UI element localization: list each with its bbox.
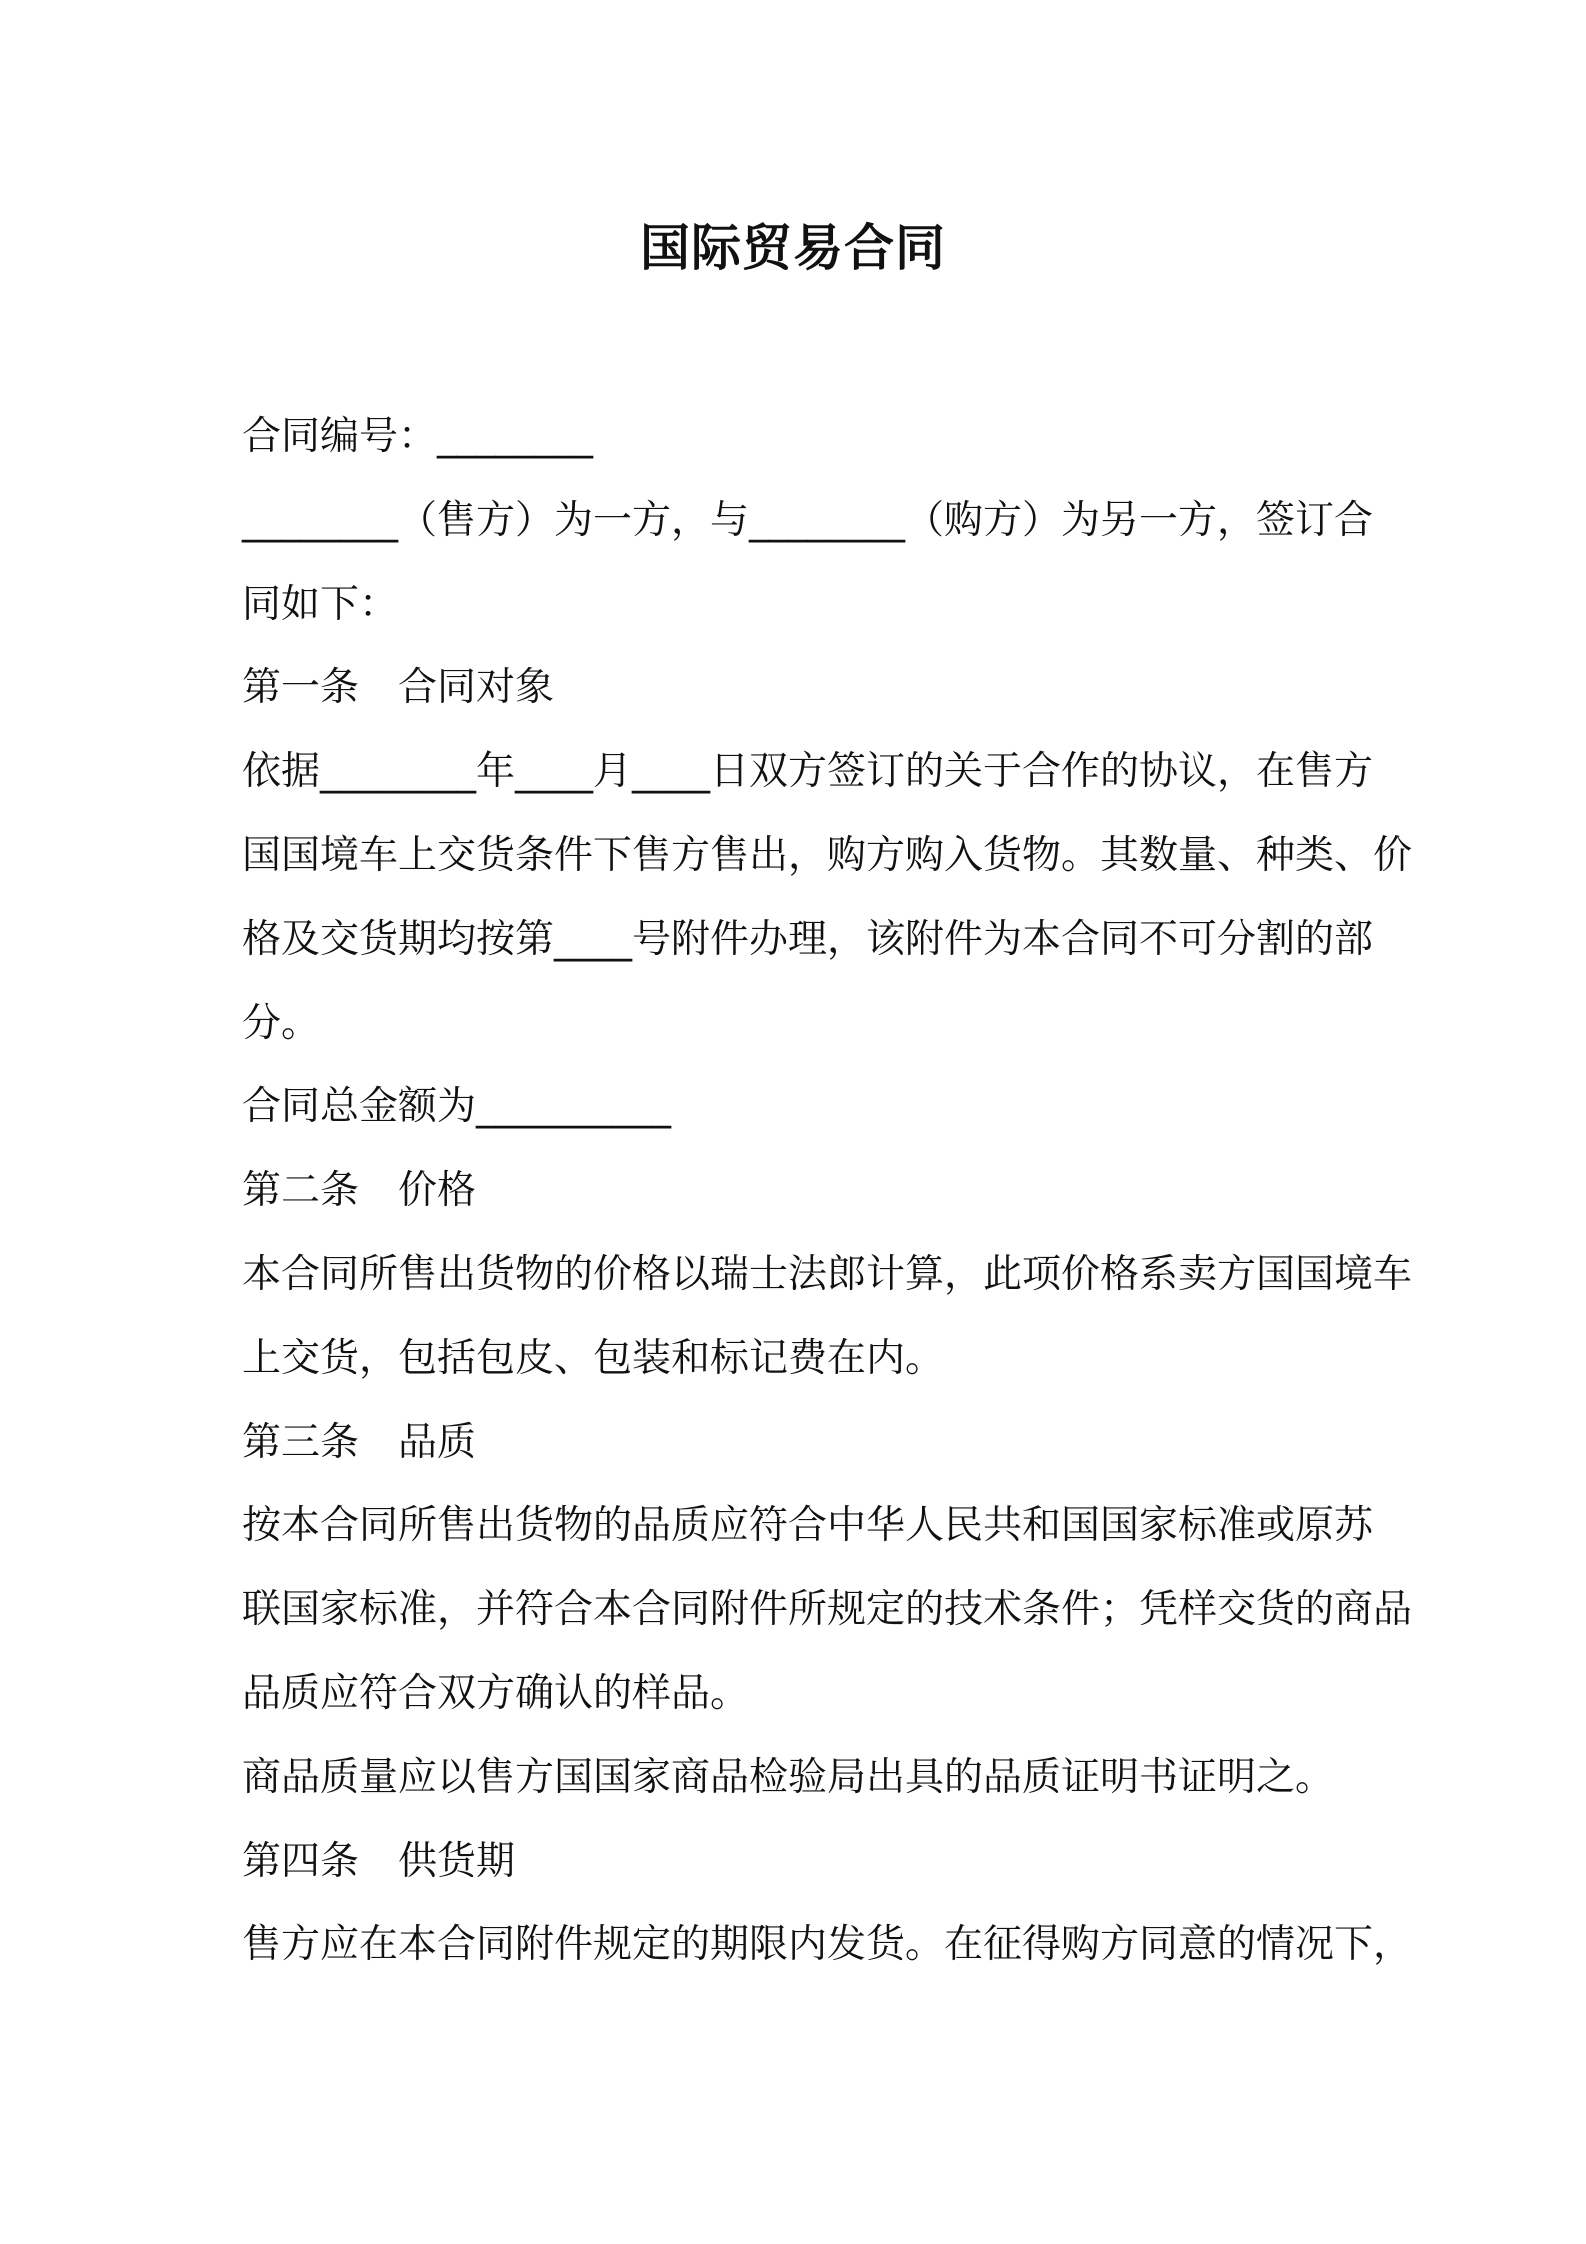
article-1-text: 分。 [242,1001,321,1046]
article-4-text: 售方应在本合同附件规定的期限内发货。在征得购方同意的情况下， [242,1922,1413,1967]
article-1-text: 国国境车上交货条件下售方售出，购方购入货物。其数量、种类、价 [242,833,1413,878]
article-3-text: 商品质量应以售方国国家商品检验局出具的品质证明书证明之。 [242,1755,1335,1800]
contract-number-line: 合同编号：________ [242,414,594,459]
article-2-text: 上交货，包括包皮、包装和标记费在内。 [242,1336,945,1381]
total-amount-line: 合同总金额为__________ [242,1084,672,1129]
article-1-text: 依据________年____月____日双方签订的关于合作的协议，在售方 [242,749,1374,794]
article-1-text: 格及交货期均按第____号附件办理，该附件为本合同不可分割的部 [242,917,1374,962]
article-3-text: 按本合同所售出货物的品质应符合中华人民共和国国家标准或原苏 [242,1503,1374,1548]
document-title: 国际贸易合同 [640,219,946,277]
article-2-heading: 第二条 价格 [242,1168,477,1213]
article-4-heading: 第四条 供货期 [242,1839,516,1884]
parties-line: ________（售方）为一方，与________（购方）为另一方，签订合 [242,498,1374,543]
article-1-heading: 第一条 合同对象 [242,665,555,710]
article-3-heading: 第三条 品质 [242,1420,477,1465]
article-2-text: 本合同所售出货物的价格以瑞士法郎计算，此项价格系卖方国国境车 [242,1252,1413,1297]
parties-line-cont: 同如下： [242,582,399,627]
article-3-text: 联国家标准，并符合本合同附件所规定的技术条件；凭样交货的商品 [242,1587,1413,1632]
article-3-text: 品质应符合双方确认的样品。 [242,1671,750,1716]
